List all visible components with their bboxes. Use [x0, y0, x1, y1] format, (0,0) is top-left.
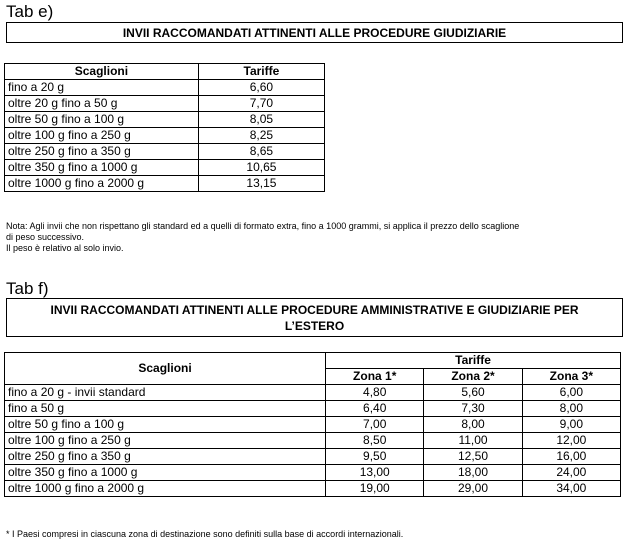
- zona-2-cell: 18,00: [424, 465, 522, 481]
- tab-e-note-line3: Il peso è relativo al solo invio.: [6, 243, 124, 253]
- table-row: [5, 465, 621, 481]
- tariffa-cell: 8,25: [198, 128, 324, 144]
- zona-3-cell: 24,00: [522, 465, 620, 481]
- table-row: [5, 417, 621, 433]
- table-row: [5, 144, 325, 160]
- tab-f-footnote: * I Paesi compresi in ciascuna zona di destinazione sono definiti sulla base di accordi internazionali.: [6, 529, 404, 539]
- tariffa-cell: 6,60: [198, 80, 324, 96]
- scaglione-cell: oltre 1000 g fino a 2000 g: [5, 481, 326, 497]
- scaglione-cell: oltre 250 g fino a 350 g: [5, 144, 199, 160]
- tariffa-cell: 7,70: [198, 96, 324, 112]
- tariffa-cell: 8,65: [198, 144, 324, 160]
- scaglione-cell: fino a 20 g - invii standard: [5, 385, 326, 401]
- zona-1-cell: 9,50: [326, 449, 424, 465]
- tab-f-title: Tab f): [6, 279, 49, 298]
- zona-1-cell: 13,00: [326, 465, 424, 481]
- table-row: [5, 481, 621, 497]
- tab-f-table: [4, 352, 621, 497]
- zona-3-cell: 34,00: [522, 481, 620, 497]
- zona-2-cell: 8,00: [424, 417, 522, 433]
- tab-e-title: Tab e): [6, 2, 54, 21]
- scaglione-cell: fino a 50 g: [5, 401, 326, 417]
- zona-2-cell: 29,00: [424, 481, 522, 497]
- tab-e-header-text: INVII RACCOMANDATI ATTINENTI ALLE PROCEDURE GIUDIZIARIE: [122, 25, 507, 40]
- table-row: [5, 401, 621, 417]
- tab-e-header: [6, 22, 623, 43]
- scaglione-cell: oltre 50 g fino a 100 g: [5, 417, 326, 433]
- scaglione-cell: oltre 1000 g fino a 2000 g: [5, 176, 199, 192]
- table-row: [5, 385, 621, 401]
- tariffa-cell: 10,65: [198, 160, 324, 176]
- tab-f-header-line1: INVII RACCOMANDATI ATTINENTI ALLE PROCEDURE AMMINISTRATIVE E GIUDIZIARIE PER: [50, 302, 579, 317]
- zona-2-cell: 7,30: [424, 401, 522, 417]
- zona-3-cell: 9,00: [522, 417, 620, 433]
- tab-e-note: [6, 221, 621, 254]
- table-row: [5, 80, 325, 96]
- tab-e-note-line2: di peso successivo.: [6, 232, 85, 242]
- tab-f-col-scaglioni: Scaglioni: [5, 353, 326, 385]
- tab-f-zone-1: Zona 1*: [326, 369, 424, 385]
- tab-f-zone-3: Zona 3*: [522, 369, 620, 385]
- zona-1-cell: 19,00: [326, 481, 424, 497]
- tab-e-col-scaglioni: Scaglioni: [5, 64, 199, 80]
- zona-2-cell: 11,00: [424, 433, 522, 449]
- zona-3-cell: 16,00: [522, 449, 620, 465]
- zona-2-cell: 12,50: [424, 449, 522, 465]
- zona-2-cell: 5,60: [424, 385, 522, 401]
- tariffa-cell: 8,05: [198, 112, 324, 128]
- tab-f-zone-2: Zona 2*: [424, 369, 522, 385]
- table-row: [5, 128, 325, 144]
- scaglione-cell: oltre 50 g fino a 100 g: [5, 112, 199, 128]
- scaglione-cell: oltre 250 g fino a 350 g: [5, 449, 326, 465]
- zona-1-cell: 6,40: [326, 401, 424, 417]
- zona-1-cell: 4,80: [326, 385, 424, 401]
- tab-e-header-row: [5, 64, 325, 80]
- tab-e-col-tariffe: Tariffe: [198, 64, 324, 80]
- tab-f-header-line2: L’ESTERO: [284, 318, 345, 333]
- tab-f-col-tariffe: Tariffe: [326, 353, 621, 369]
- zona-3-cell: 12,00: [522, 433, 620, 449]
- tab-f-header: [6, 298, 623, 337]
- table-row: [5, 112, 325, 128]
- tariffa-cell: 13,15: [198, 176, 324, 192]
- table-row: [5, 96, 325, 112]
- zona-3-cell: 6,00: [522, 385, 620, 401]
- zona-1-cell: 7,00: [326, 417, 424, 433]
- scaglione-cell: oltre 100 g fino a 250 g: [5, 433, 326, 449]
- tab-e-note-line1: Nota: Agli invii che non rispettano gli standard ed a quelli di formato extra, fino a 1000 grammi, si applica il prezzo dello scaglione: [6, 221, 520, 231]
- zona-1-cell: 8,50: [326, 433, 424, 449]
- zona-3-cell: 8,00: [522, 401, 620, 417]
- table-row: [5, 176, 325, 192]
- tab-f-header-row: [5, 353, 621, 369]
- scaglione-cell: oltre 350 g fino a 1000 g: [5, 465, 326, 481]
- scaglione-cell: oltre 350 g fino a 1000 g: [5, 160, 199, 176]
- scaglione-cell: fino a 20 g: [5, 80, 199, 96]
- scaglione-cell: oltre 20 g fino a 50 g: [5, 96, 199, 112]
- tab-e-table: [4, 63, 325, 192]
- scaglione-cell: oltre 100 g fino a 250 g: [5, 128, 199, 144]
- table-row: [5, 160, 325, 176]
- table-row: [5, 433, 621, 449]
- table-row: [5, 449, 621, 465]
